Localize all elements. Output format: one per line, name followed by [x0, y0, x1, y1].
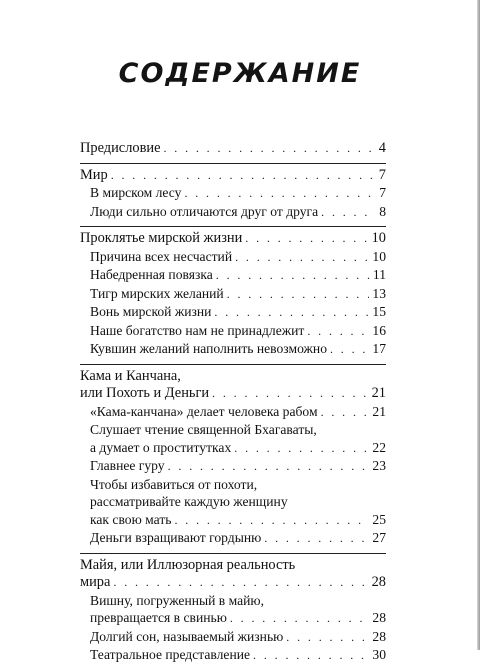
toc-page-number: 25	[372, 511, 386, 527]
toc-entry-line: Чтобы избавиться от похоти,	[90, 476, 258, 492]
toc-entry-label: а думает о проститутках	[90, 439, 232, 455]
toc-entry[interactable]	[80, 439, 386, 458]
toc-page-number: 10	[372, 248, 386, 264]
toc-section	[80, 226, 386, 359]
toc-entry-label: Долгий сон, называемый жизнью	[90, 628, 284, 644]
dot-leader	[307, 323, 369, 341]
toc-entry-line: Майя, или Иллюзорная реальность	[80, 556, 296, 573]
toc-page-number: 11	[372, 267, 386, 282]
toc-page-number: 16	[372, 322, 386, 338]
toc-entry[interactable]	[80, 203, 386, 222]
toc-entry-label: Предисловие	[80, 140, 161, 156]
toc-entry-label: или Похоть и Деньги	[80, 385, 210, 401]
dot-leader	[227, 286, 370, 304]
dot-leader	[234, 440, 369, 458]
dot-leader	[113, 574, 368, 592]
toc-entry-label: Кувшин желаний наполнить невозможно	[90, 341, 327, 356]
toc-entry[interactable]	[80, 628, 386, 647]
toc-page-number: 10	[371, 230, 386, 246]
toc-entry[interactable]	[80, 266, 386, 285]
toc-entry[interactable]	[80, 140, 386, 158]
toc-page-number: 28	[372, 628, 386, 644]
dot-leader	[216, 267, 370, 285]
dot-leader	[230, 610, 370, 628]
dot-leader	[321, 404, 370, 422]
toc-entry-label: как свою мать	[90, 511, 172, 527]
dot-leader	[330, 341, 369, 359]
toc-entry-label: Мир	[80, 166, 108, 183]
toc-page-number: 7	[379, 185, 386, 200]
toc-page-number: 28	[372, 610, 386, 625]
toc-entry[interactable]	[80, 230, 386, 248]
dot-leader	[184, 185, 376, 203]
toc-entry-line: рассматривайте каждую женщину	[90, 494, 288, 509]
toc-entry-label: Причина всех несчастий	[90, 248, 233, 264]
dot-leader	[214, 304, 369, 322]
dot-leader	[264, 530, 369, 548]
toc-page-number: 28	[371, 574, 386, 590]
toc-entry[interactable]	[80, 322, 386, 341]
toc-page-number: 23	[372, 458, 386, 473]
toc-entry[interactable]	[80, 184, 386, 203]
toc-entry[interactable]	[80, 529, 386, 548]
dot-leader	[235, 249, 369, 267]
toc-entry-label: мира	[80, 574, 111, 590]
dot-leader	[212, 385, 369, 403]
dot-leader	[168, 458, 370, 476]
toc-entry[interactable]	[80, 457, 386, 476]
toc-entry-label: Наше богатство нам не принадлежит	[90, 322, 305, 338]
page-title: СОДЕРЖАНИЕ	[118, 58, 362, 89]
toc-page-number: 21	[372, 403, 386, 419]
toc-page-number: 13	[372, 285, 386, 301]
toc-entry-label: Театральное представление	[90, 647, 251, 662]
toc-page-number: 8	[379, 203, 386, 219]
toc-section	[80, 364, 386, 548]
toc-entry[interactable]	[80, 574, 386, 592]
toc-entry-label: превращается в свинью	[90, 610, 227, 625]
toc-page-number: 21	[371, 385, 386, 401]
toc-entry[interactable]	[80, 609, 386, 628]
dot-leader	[245, 230, 368, 248]
toc-page-number: 15	[372, 304, 386, 319]
toc-entry-label: «Кама-канчана» делает человека рабом	[90, 403, 318, 419]
toc-section	[80, 163, 386, 222]
toc-entry-label: Вонь мирской жизни	[90, 304, 212, 319]
toc-entry-line: Кама и Канчана,	[80, 367, 181, 384]
toc-section	[80, 140, 386, 158]
toc-page-number: 22	[372, 439, 386, 455]
dot-leader	[174, 512, 369, 530]
toc-entry-line: Слушает чтение священной Бхагаваты,	[90, 422, 317, 437]
toc-entry[interactable]	[80, 285, 386, 304]
dot-leader	[286, 629, 369, 647]
toc-entry[interactable]	[80, 248, 386, 267]
toc-entry[interactable]	[80, 646, 386, 665]
toc-entry-label: Главнее гуру	[90, 458, 165, 473]
toc-entry-label: В мирском лесу	[90, 185, 182, 200]
toc-entry[interactable]	[80, 403, 386, 422]
toc-section	[80, 553, 386, 665]
dot-leader	[163, 140, 375, 158]
dot-leader	[321, 204, 376, 222]
toc-entry-label: Набедренная повязка	[90, 267, 213, 282]
toc-entry[interactable]	[80, 511, 386, 530]
toc-entry-label: Деньги взращивают гордыню	[90, 530, 262, 545]
toc-entry-label: Проклятье мирской жизни	[80, 230, 243, 246]
toc-entry-line: Вишну, погруженный в майю,	[90, 592, 264, 608]
toc-entry[interactable]	[80, 303, 386, 322]
table-of-contents	[80, 140, 386, 670]
toc-page-number: 7	[378, 166, 386, 183]
toc-page-number: 30	[372, 647, 386, 662]
toc-entry[interactable]	[80, 167, 386, 185]
toc-entry-label: Тигр мирских желаний	[90, 285, 224, 301]
toc-entry[interactable]	[80, 385, 386, 403]
toc-entry-label: Люди сильно отличаются друг от друга	[90, 203, 319, 219]
toc-entry[interactable]	[80, 340, 386, 359]
toc-page-number: 27	[372, 530, 386, 545]
toc-page-number: 4	[378, 140, 386, 156]
toc-page-number: 17	[372, 341, 386, 356]
dot-leader	[111, 167, 376, 185]
